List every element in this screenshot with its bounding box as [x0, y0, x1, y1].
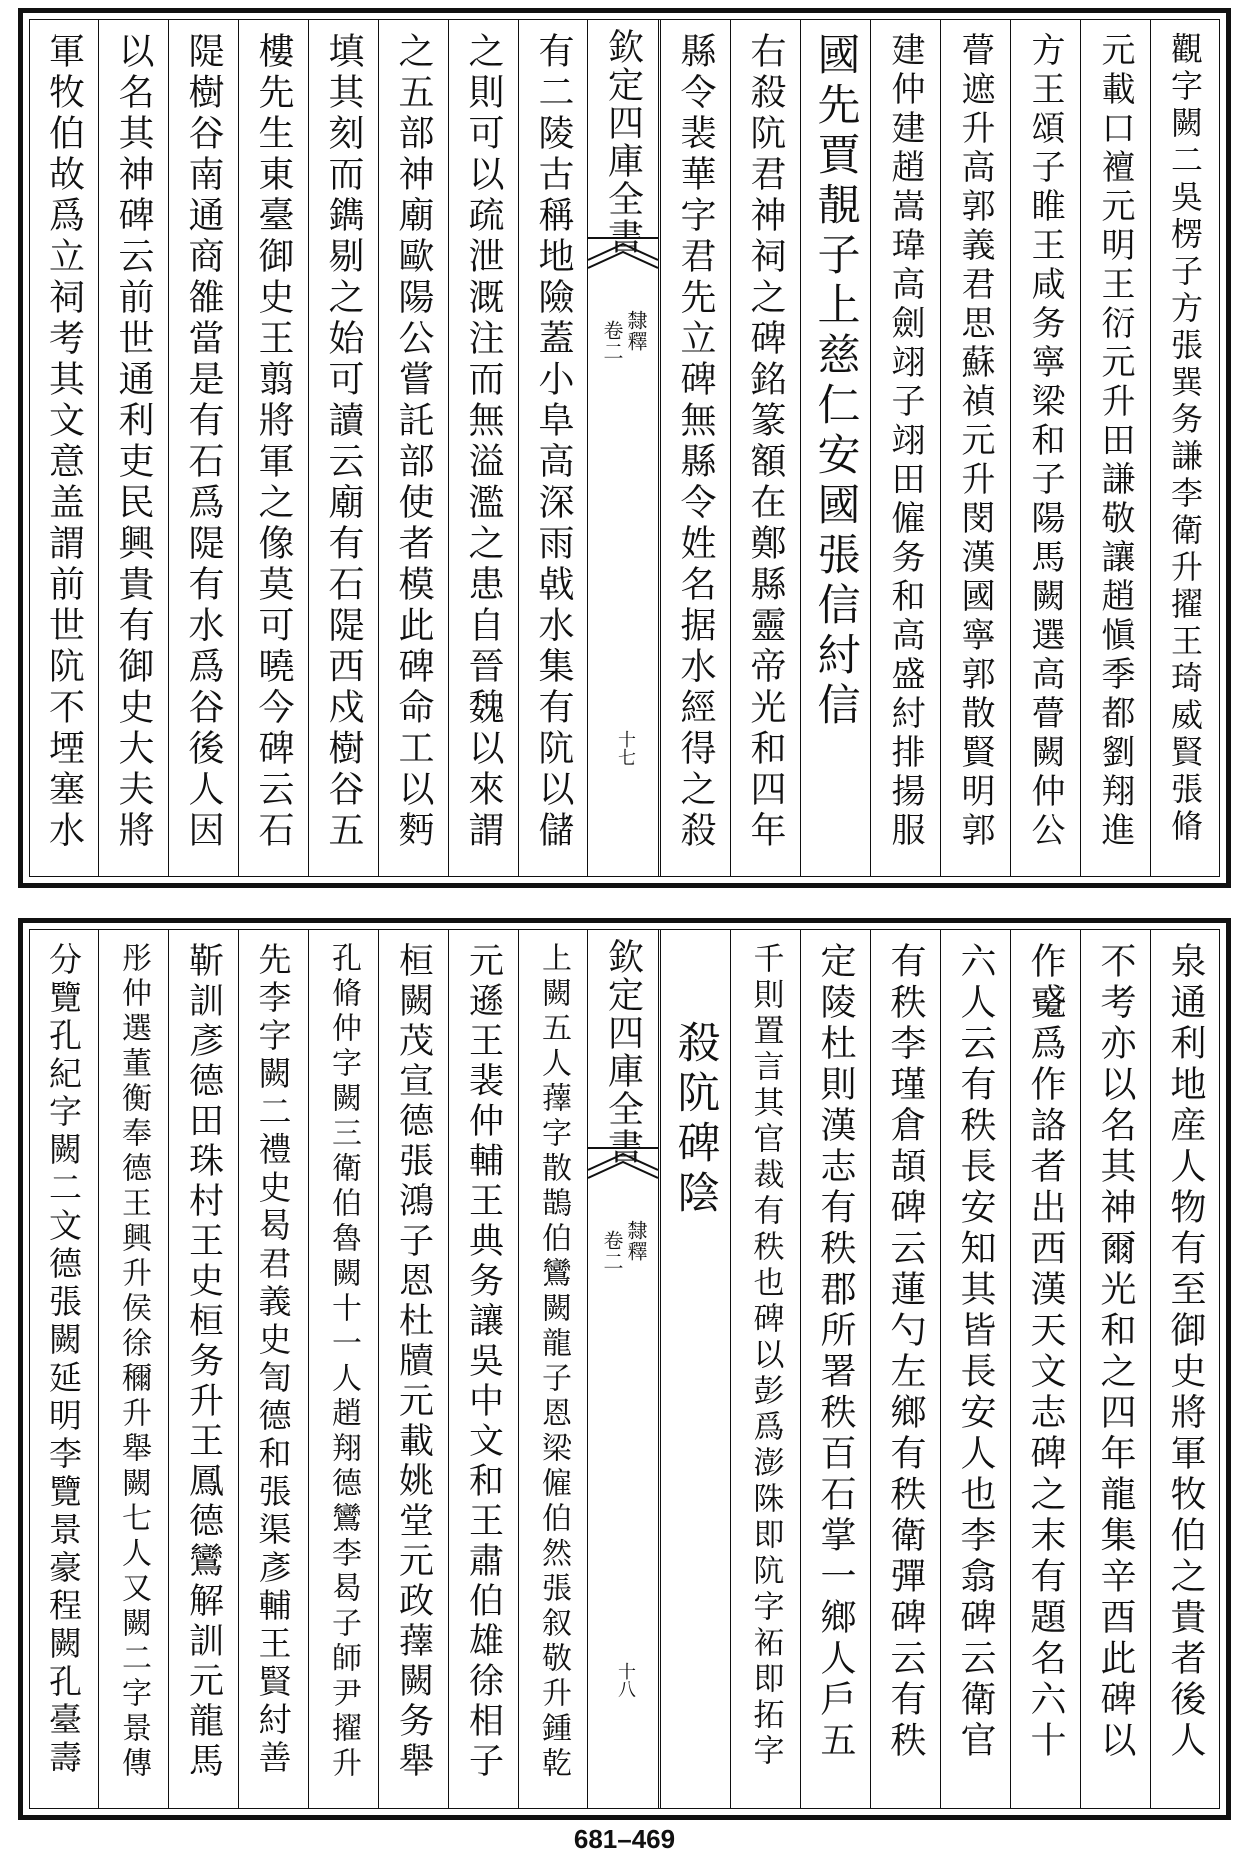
- text-column: 右殺阬君神祠之碑銘篆額在鄭縣靈帝光和四年: [730, 20, 799, 876]
- text-column: 定陵杜則漢志有秩郡所署秩百石掌一鄉人戶五: [800, 930, 869, 1808]
- text-column: 元載口襢元明王衍元升田謙敬讓趙愼季都劉翔進: [1080, 20, 1149, 876]
- lower-page-frame: [29, 929, 1220, 1809]
- text-column: 軍牧伯故爲立祠考其文意盖謂前世阬不堙塞水: [29, 20, 97, 876]
- text-column: 上闕五人蘀字散鵲伯鸞闕龍子恩梁僱伯然張叙敬升鍾乾: [518, 930, 587, 1808]
- upper-page-frame: [29, 19, 1220, 877]
- text-column: 以名其神碑云前世通利吏民興貴有御史大夫將: [98, 20, 167, 876]
- text-column: 元遜王裴仲輔王典务讓吳中文和王肅伯雄徐相子: [448, 930, 517, 1808]
- text-column: 靳訓彥德田珠村王史桓务升王鳳德鸞解訓元龍馬: [168, 930, 237, 1808]
- fish-tail-mark: [588, 230, 658, 310]
- text-column: 有秩李瑾倉頡碑云蓮勺左鄉有秩衛彈碑云有秩: [870, 930, 939, 1808]
- text-column: 先李字闕二禮史曷君義史訇德和張渠彥輔王賢紂善: [238, 930, 307, 1808]
- text-column: 不考亦以名其神爾光和之四年龍集辛酉此碑以: [1080, 930, 1149, 1808]
- lower-page: [18, 918, 1231, 1820]
- upper-page: [18, 8, 1231, 888]
- text-column: 瞢遮升高郭義君思蘇禎元升閔漢國寧郭散賢明郭: [940, 20, 1009, 876]
- text-column: 之五部神廟歐陽公嘗託部使者模此碑命工以麪: [378, 20, 447, 876]
- text-column: 泉通利地産人物有至御史將軍牧伯之貴者後人: [1150, 930, 1219, 1808]
- text-column: 作䰥爲作詻者出西漢天文志碑之末有題名六十: [1010, 930, 1079, 1808]
- text-column: 桓闕茂宣德張鴻子恩杜牘元載姚堂元政蘀闕务舉: [378, 930, 447, 1808]
- text-column: 建仲建趙嵩瑋高劍翊子翊田僱务和高盛紂排揚服: [870, 20, 939, 876]
- text-column: 有二陵古稱地險蓋小阜高深雨㦸水集有阬以儲: [518, 20, 587, 876]
- text-column: 分覽孔紀字闕二文德張闕延明李覽景豪程闕孔臺壽: [29, 930, 97, 1808]
- text-column: 彤仲選董衡奉德王興升侯徐穪升舉闕七人又闕二字景傳: [98, 930, 167, 1808]
- volume-label: 卷二: [600, 1230, 624, 1272]
- text-column: 隄樹谷南通商雒當是有石爲隄有水爲谷後人因: [168, 20, 237, 876]
- fish-tail-mark: [588, 1140, 658, 1220]
- text-column: 樓先生東臺御史王翦將軍之像莫可曉今碑云石: [238, 20, 307, 876]
- text-column: 方王頌子睢王咸务寧梁和子陽馬闕選高瞢闕仲公: [1010, 20, 1079, 876]
- text-column: 六人云有秩長安知其皆長安人也李翕碑云衛官: [940, 930, 1009, 1808]
- book-title: 隸釋: [624, 310, 648, 352]
- text-column: 填其刻而鐫剔之始可讀云廟有石隄西戍樹谷五: [308, 20, 377, 876]
- text-column: 之則可以疏泄溉注而無溢濫之患自晉魏以來謂: [448, 20, 517, 876]
- section-heading-column: 殺阬碑陰: [660, 930, 729, 1808]
- text-column: 縣令裴華字君先立碑無縣令姓名据水經得之殺: [660, 20, 729, 876]
- text-column: 千則置言其官裁有秩也碑以彭爲澎陎即阬字袥即拓字: [730, 930, 799, 1808]
- center-margin-column: [587, 930, 659, 1808]
- page-footer-number: 681–469: [573, 1824, 676, 1854]
- book-title: 隸釋: [624, 1220, 648, 1262]
- center-margin-column: [587, 20, 659, 876]
- text-column: 觀字闕二吳楞子方張巽务謙李衛升擢王琦威賢張脩: [1150, 20, 1219, 876]
- volume-label: 卷二: [600, 320, 624, 362]
- page-number: 十七: [615, 730, 636, 766]
- library-title: 欽定四庫全書: [602, 938, 644, 1166]
- text-column: 孔脩仲字闕三衛伯魯闕十一人趙翔德鸞李曷子師尹擢升: [308, 930, 377, 1808]
- text-column: 國先賈靚子上慈仁安國張信紂信: [800, 20, 869, 876]
- library-title: 欽定四庫全書: [602, 28, 644, 256]
- page-number: 十八: [615, 1662, 636, 1698]
